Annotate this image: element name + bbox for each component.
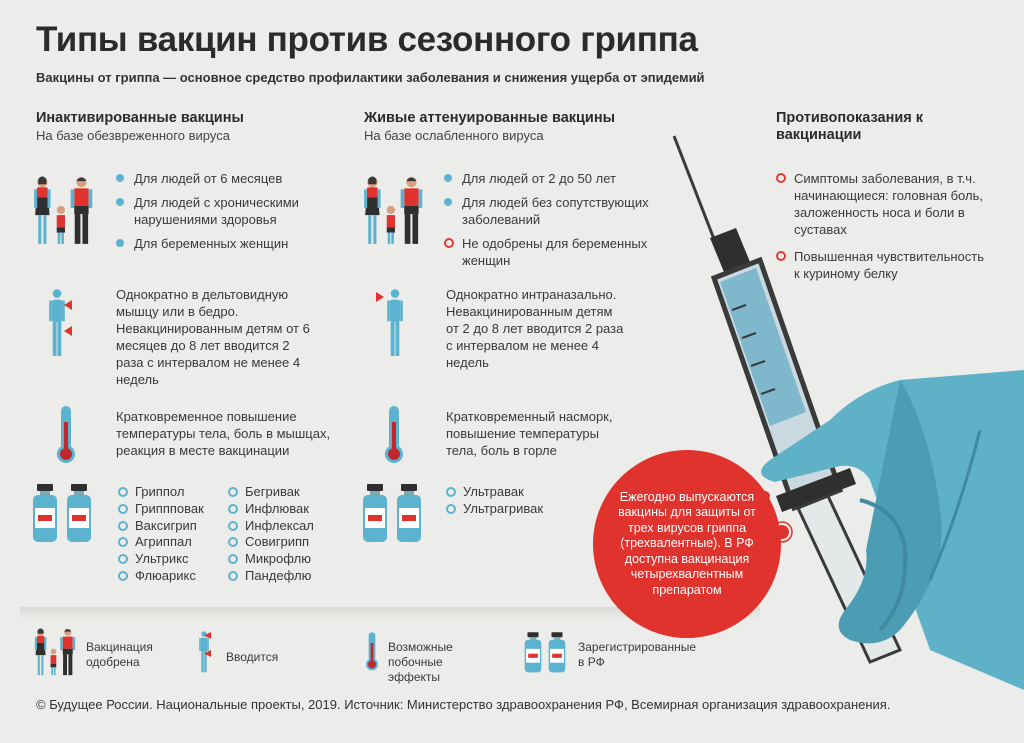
inactivated-effects-text: Кратковременное повышение температуры тела, боль в мышцах, реакция в месте вакцинации	[116, 409, 331, 458]
live-effects-text: Кратковременный насморк, повышение температуры тела, боль в горле	[446, 409, 613, 458]
list-item: Флюарикс	[118, 568, 204, 585]
bullet-icon	[444, 174, 452, 182]
family-icon	[30, 176, 102, 248]
list-item: Гриппповак	[118, 501, 204, 518]
list-item: Для людей от 6 месяцев	[116, 170, 336, 187]
inactivated-admin-text: Однократно в дельтовидную мышцу или в бедро. Невакцинированным детям от 6 месяцев до 8 лет вводится 2 раза с интервалом не менее 4 недель	[116, 287, 310, 387]
list-item: Для людей от 2 до 50 лет	[444, 170, 664, 187]
bullet-icon	[446, 504, 456, 514]
bullet-icon	[444, 198, 452, 206]
live-header: Живые аттенуированные вакцины	[364, 110, 615, 126]
info-circle	[593, 450, 781, 638]
bullet-icon	[118, 537, 128, 547]
injection-site-markers	[64, 300, 74, 340]
list-item: Совигрипп	[228, 534, 314, 551]
legend-approved-label: Вакцинация одобрена	[86, 640, 153, 669]
bullet-icon	[446, 487, 456, 497]
list-item: Микрофлю	[228, 551, 314, 568]
list-item: Бегривак	[228, 484, 314, 501]
list-item: Для людей без сопутствующих заболеваний	[444, 194, 664, 228]
list-item: Инфлювак	[228, 501, 314, 518]
bullet-icon	[228, 504, 238, 514]
list-item: Для людей с хроническими нарушениями здоровья	[116, 194, 336, 228]
inactivated-vaccines-col2	[228, 484, 314, 585]
bullet-icon	[116, 198, 124, 206]
legend-admin-label: Вводится	[226, 650, 279, 664]
legend-family-icon	[32, 628, 82, 678]
vial-icon	[362, 484, 388, 544]
vial-icon	[66, 484, 92, 544]
inactivated-subheader: На базе обезвреженного вируса	[36, 128, 230, 143]
bullet-icon	[228, 571, 238, 581]
list-item: Повышенная чувствительность к куриному белку	[776, 248, 986, 282]
inactivated-header: Инактивированные вакцины	[36, 110, 244, 126]
bullet-icon	[118, 504, 128, 514]
legend-vial-icon	[548, 632, 566, 674]
list-item: Симптомы заболевания, в т.ч. начинающиеся: головная боль, заложенность носа и боли в суставах	[776, 170, 986, 238]
vial-icon	[396, 484, 422, 544]
vial-icon	[32, 484, 58, 544]
list-item: Для беременных женщин	[116, 235, 336, 252]
live-subheader: На базе ослабленного вируса	[364, 128, 544, 143]
bullet-icon	[118, 487, 128, 497]
footer-source: © Будущее России. Национальные проекты, 2019. Источник: Министерство здравоохранения РФ, Всемирная организация здравоохранения.	[36, 697, 891, 712]
bullet-icon	[228, 537, 238, 547]
bullet-icon	[228, 521, 238, 531]
bullet-icon	[228, 487, 238, 497]
legend-thermometer-icon	[364, 630, 380, 672]
contra-header: Противопоказания к вакцинации	[776, 110, 923, 143]
info-circle-text: Ежегодно выпускаются вакцины для защиты от трех вирусов гриппа (трехвалентные). В РФ доступна вакцинация четырехвалентным препаратом	[618, 490, 756, 597]
inactivated-vaccines-col1	[118, 484, 204, 585]
list-item: Не одобрены для беременных женщин	[444, 235, 664, 269]
inactivated-approved-list	[116, 170, 336, 259]
legend-registered-label: Зарегистрированные в РФ	[578, 640, 697, 669]
thermometer-icon	[382, 404, 406, 464]
legend-injection-markers	[204, 632, 212, 662]
list-item: Инфлексал	[228, 518, 314, 535]
list-item: Ультрагривак	[446, 501, 543, 518]
list-item: Гриппол	[118, 484, 204, 501]
page-title: Типы вакцин против сезонного гриппа	[36, 20, 698, 59]
bullet-icon	[228, 554, 238, 564]
legend-vial-icon	[524, 632, 542, 674]
bullet-icon	[118, 521, 128, 531]
list-item: Ваксигрип	[118, 518, 204, 535]
intranasal-marker	[376, 292, 386, 302]
bullet-icon	[116, 174, 124, 182]
not-approved-icon	[444, 238, 454, 248]
live-admin-text: Однократно интраназально. Невакцинированным детям от 2 до 8 лет вводится 2 раза с интервалом не менее 4 недель	[446, 287, 624, 370]
bullet-icon	[118, 571, 128, 581]
thermometer-icon	[54, 404, 78, 464]
legend-effects-label: Возможные побочные эффекты	[388, 640, 453, 684]
list-item: Ультрикс	[118, 551, 204, 568]
list-item: Ультравак	[446, 484, 543, 501]
bullet-icon	[118, 554, 128, 564]
page-subtitle: Вакцины от гриппа — основное средство профилактики заболевания и снижения ущерба от эпидемий	[36, 70, 705, 85]
family-icon	[360, 176, 432, 248]
bullet-icon	[116, 239, 124, 247]
live-vaccines-list	[446, 484, 543, 518]
list-item: Пандефлю	[228, 568, 314, 585]
list-item: Агриппал	[118, 534, 204, 551]
